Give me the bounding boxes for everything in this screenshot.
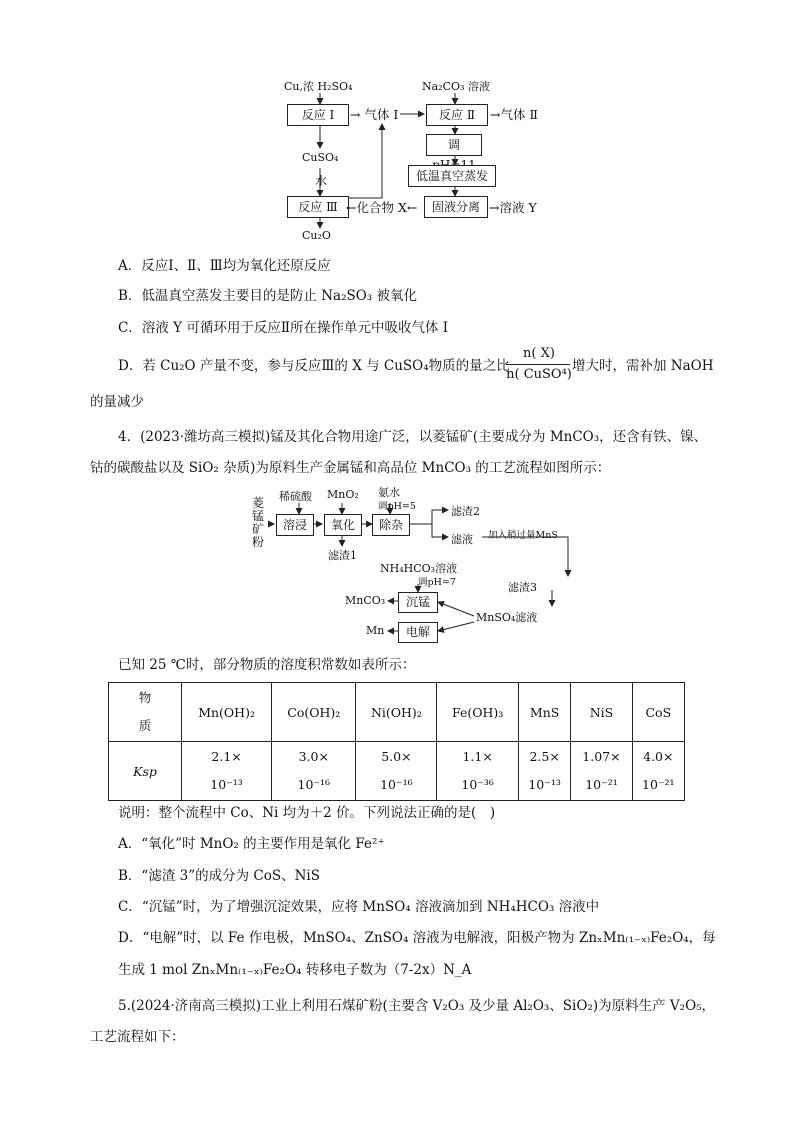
ksp-mantissa: 2.1× (211, 749, 242, 764)
ksp-substance: Fe(OH)₃ (437, 683, 519, 742)
ksp-header-label-1: 物 (138, 690, 152, 705)
flow2-add-mns: 加入稍过量MnS (488, 530, 558, 541)
flow2-ore: 菱锰矿粉 (252, 496, 265, 549)
ksp-mantissa: 3.0× (298, 749, 329, 764)
flow2-electro-box: 电解 (398, 622, 438, 643)
ksp-mantissa: 5.0× (381, 749, 412, 764)
ksp-header-label (109, 683, 182, 742)
ksp-mantissa: 1.07× (582, 749, 621, 764)
ksp-substance: Mn(OH)₂ (182, 683, 272, 742)
table-intro: 已知 25 ℃时，部分物质的溶度积常数如表所示： (118, 657, 416, 673)
q3-option-d-cont: 的量减少 (90, 394, 144, 410)
flow2-mnco3: MnCO₃ (345, 594, 386, 607)
ksp-exponent: 10⁻¹⁶ (297, 777, 331, 792)
flow2-residue3: 滤渣3 (508, 581, 537, 594)
flow1-cuso4: CuSO₄ (302, 151, 339, 164)
ksp-exponent: 10⁻²¹ (585, 777, 618, 792)
q4-line2: 钴的碳酸盐以及 SiO₂ 杂质)为原料生产金属锰和高品位 MnCO₃ 的工艺流程如图所示： (90, 460, 611, 476)
ksp-header-label-2: 质 (138, 718, 152, 733)
flow2-filtrate: 滤液 (451, 533, 473, 546)
flow1-reaction3-box: 反应 Ⅲ (287, 196, 349, 218)
q3-fraction-denominator: n( CuSO⁴) (506, 367, 572, 382)
flow2-precip-box: 沉锰 (398, 592, 438, 613)
ksp-exponent: 10⁻¹⁶ (380, 777, 413, 792)
ksp-mantissa: 4.0× (643, 749, 674, 764)
q3-fraction-numerator: n( X) (523, 346, 555, 361)
ksp-mantissa: 1.1× (462, 749, 493, 764)
flow2-mnso4: MnSO₄滤液 (476, 611, 538, 624)
ksp-value (571, 742, 632, 801)
ksp-value (272, 742, 356, 801)
flow2-ph7: 调pH=7 (418, 577, 456, 588)
flow1-reagent-cu: Cu,浓 H₂SO₄ (284, 80, 353, 93)
flow1-compound-x: ←化合物 X← (346, 200, 418, 215)
ksp-substance: MnS (518, 683, 570, 742)
flow1-solution-y: →溶液 Y (489, 200, 537, 215)
ksp-exponent: 10⁻¹³ (528, 777, 561, 792)
ksp-substance: CoS (632, 683, 684, 742)
ksp-value (356, 742, 437, 801)
ksp-exponent: 10⁻¹³ (210, 777, 243, 792)
flow1-separation-box: 固液分离 (424, 196, 488, 218)
ksp-value (182, 742, 272, 801)
ksp-substance: Ni(OH)₂ (356, 683, 437, 742)
ksp-row-label: Ksp (109, 742, 182, 801)
ksp-value (437, 742, 519, 801)
q3-option-d-post: 增大时，需补加 NaOH (572, 358, 714, 374)
q5-line2: 工艺流程如下： (90, 1029, 185, 1045)
flow2-mno2: MnO₂ (327, 488, 359, 501)
flow2-ph5: 调pH=5 (378, 501, 416, 512)
q5-line1: 5.(2024·济南高三模拟)工业上利用石煤矿粉(主要含 V₂O₃ 及少量 Al₂O₃、SiO₂)为原料生产 V₂O₅， (118, 998, 716, 1014)
q4-line1: 4．(2023·潍坊高三模拟)锰及其化合物用途广泛，以菱锰矿(主要成分为 MnCO₃，还含有铁、镍、 (118, 429, 708, 445)
q3-option-d-pre: D．若 Cu₂O 产量不变，参与反应Ⅲ的 X 与 CuSO₄物质的量之比 (118, 358, 510, 374)
flow2-mn: Mn (366, 624, 385, 637)
ksp-substance: Co(OH)₂ (272, 683, 356, 742)
ksp-exponent: 10⁻²¹ (642, 777, 675, 792)
flow1-water: 水 (315, 174, 328, 188)
flow1-reaction1-box: 反应 Ⅰ (287, 104, 349, 126)
flow2-ammonia: 氨水 (378, 486, 400, 499)
q3-option-b: B．低温真空蒸发主要目的是防止 Na₂SO₃ 被氧化 (118, 288, 418, 304)
ksp-substance: NiS (571, 683, 632, 742)
q3-option-a: A．反应Ⅰ、Ⅱ、Ⅲ均为氧化还原反应 (118, 258, 331, 274)
q4-option-d1: D．“电解”时，以 Fe 作电极，MnSO₄、ZnSO₄ 溶液为电解液，阳极产物为 ZnₓMn₍₁₋ₓ₎Fe₂O₄，每 (118, 930, 716, 946)
flow2-leach-box: 溶浸 (276, 514, 314, 536)
flow1-reagent-na2co3: Na₂CO₃ 溶液 (422, 80, 490, 93)
ksp-mantissa: 2.5× (529, 749, 560, 764)
ksp-table (108, 682, 685, 801)
flow2-residue2: 滤渣2 (451, 505, 480, 518)
ksp-value (518, 742, 570, 801)
q4-option-c: C．“沉锰”时，为了增强沉淀效果，应将 MnSO₄ 溶液滴加到 NH₄HCO₃ 溶液中 (118, 899, 600, 915)
flow1-reaction2-box: 反应 Ⅱ (426, 104, 488, 126)
ksp-value-row (109, 742, 685, 801)
q4-note: 说明：整个流程中 Co、Ni 均为＋2 价。下列说法正确的是( ) (118, 805, 496, 821)
q4-option-a: A．“氧化”时 MnO₂ 的主要作用是氧化 Fe²⁺ (118, 836, 385, 852)
ksp-exponent: 10⁻³⁶ (461, 777, 494, 792)
ksp-header-row (109, 683, 685, 742)
flow1-cu2o: Cu₂O (302, 229, 331, 242)
q4-option-b: B．“滤渣 3”的成分为 CoS、NiS (118, 868, 320, 884)
flow2-oxidize-box: 氧化 (324, 514, 362, 536)
q4-option-d2: 生成 1 mol ZnₓMn₍₁₋ₓ₎Fe₂O₄ 转移电子数为（7-2x）N_A (118, 962, 472, 978)
flow1-adjust-ph-box: 调 (426, 134, 482, 156)
flow1-gas2: →气体 Ⅱ (490, 107, 538, 122)
flow2-residue1: 滤渣1 (328, 549, 357, 562)
flow2-purify-box: 除杂 (372, 514, 410, 536)
ksp-value (632, 742, 684, 801)
q3-option-c: C．溶液 Y 可循环用于反应Ⅱ所在操作单元中吸收气体 Ⅰ (118, 320, 449, 336)
flow1-evap-box: 低温真空蒸发 (408, 165, 496, 187)
flow2-acid: 稀硫酸 (279, 490, 312, 503)
flow2-nh4hco3: NH₄HCO₃溶液 (380, 562, 458, 575)
flow1-gas1: → 气体 Ⅰ (350, 107, 399, 122)
